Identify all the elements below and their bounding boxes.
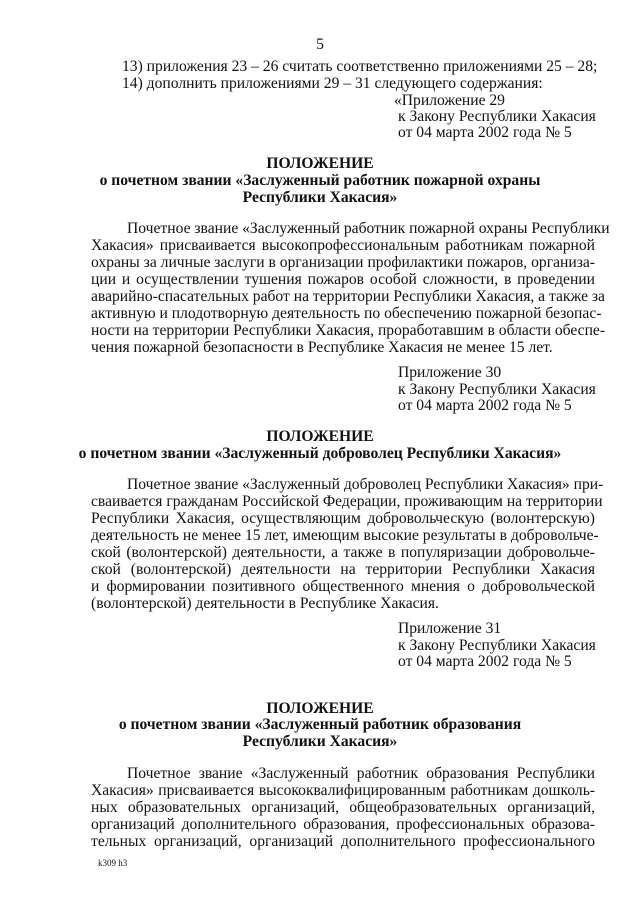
paragraph-line: Хакасия» присваивается высококвалифицированным работникам дошколь- <box>91 782 595 799</box>
section-title: ПОЛОЖЕНИЕ <box>266 155 374 172</box>
paragraph-line: Почетное звание «Заслуженный работник образования Республики <box>127 765 595 782</box>
appendix-date: от 04 марта 2002 года № 5 <box>398 397 572 414</box>
paragraph-line: активную и плодотворную деятельность по обеспечению пожарной безопас- <box>91 305 602 322</box>
paragraph-line: аварийно-спасательных работ на территории Республики Хакасия, а также за <box>91 288 605 305</box>
section-subtitle: Республики Хакасия» <box>242 189 398 206</box>
appendix-date: от 04 марта 2002 года № 5 <box>398 653 572 670</box>
paragraph-line: сваивается гражданам Российской Федерации, проживающим на территории <box>91 493 603 510</box>
paragraph-line: Почетное звание «Заслуженный доброволец Республики Хакасия» при- <box>127 476 604 493</box>
paragraph-line: Хакасия» присваивается высокопрофессиональным работникам пожарной <box>91 237 595 254</box>
page-number: 5 <box>316 36 324 53</box>
appendix-date: от 04 марта 2002 года № 5 <box>398 124 572 141</box>
paragraph-line: охраны за личные заслуги в организации профилактики пожаров, организа- <box>91 254 595 271</box>
section-subtitle: Республики Хакасия» <box>242 733 398 750</box>
footer-code: k309 h3 <box>98 858 128 868</box>
list-item: 13) приложения 23 – 26 считать соответственно приложениями 25 – 28; <box>122 58 598 75</box>
appendix-law: к Закону Республики Хакасия <box>398 381 596 398</box>
paragraph-line: ской (волонтерской) деятельности, а также в популяризации добровольче- <box>91 544 595 561</box>
paragraph-line: чения пожарной безопасности в Республике Хакасия не менее 15 лет. <box>91 339 553 356</box>
paragraph-line: ции и осуществлении тушения пожаров особой сложности, в проведении <box>91 271 595 288</box>
appendix-label: Приложение 30 <box>398 364 502 381</box>
paragraph-line: Республики Хакасия, осуществляющим добровольческую (волонтерскую) <box>91 510 595 527</box>
paragraph-line: организаций дополнительного образования, профессиональных образова- <box>91 816 595 833</box>
paragraph-line: и формировании позитивного общественного мнения о добровольческой <box>91 578 595 595</box>
appendix-law: к Закону Республики Хакасия <box>398 108 596 125</box>
paragraph-line: тельных организаций, организаций дополнительного профессионального <box>91 833 595 850</box>
paragraph-line: Почетное звание «Заслуженный работник пожарной охраны Республики <box>127 220 610 237</box>
paragraph-line: ности на территории Республики Хакасия, проработавшим в области обеспе- <box>91 322 606 339</box>
section-subtitle: о почетном звании «Заслуженный доброволец Республики Хакасия» <box>78 445 562 462</box>
appendix-law: к Закону Республики Хакасия <box>398 637 596 654</box>
paragraph-line: (волонтерской) деятельности в Республике Хакасия. <box>91 595 439 612</box>
section-title: ПОЛОЖЕНИЕ <box>266 428 374 445</box>
paragraph-line: ных образовательных организаций, общеобразовательных организаций, <box>91 799 595 816</box>
appendix-label: «Приложение 29 <box>394 92 505 109</box>
paragraph-line: ской (волонтерской) деятельности на территории Республики Хакасия <box>91 561 595 578</box>
section-subtitle: о почетном звании «Заслуженный работник образования <box>118 716 522 733</box>
paragraph-line: деятельность не менее 15 лет, имеющим высокие результаты в добровольче- <box>91 527 599 544</box>
section-title: ПОЛОЖЕНИЕ <box>266 700 374 717</box>
section-subtitle: о почетном звании «Заслуженный работник пожарной охраны <box>99 172 541 189</box>
appendix-label: Приложение 31 <box>398 620 502 637</box>
list-item: 14) дополнить приложениями 29 – 31 следующего содержания: <box>122 75 543 92</box>
